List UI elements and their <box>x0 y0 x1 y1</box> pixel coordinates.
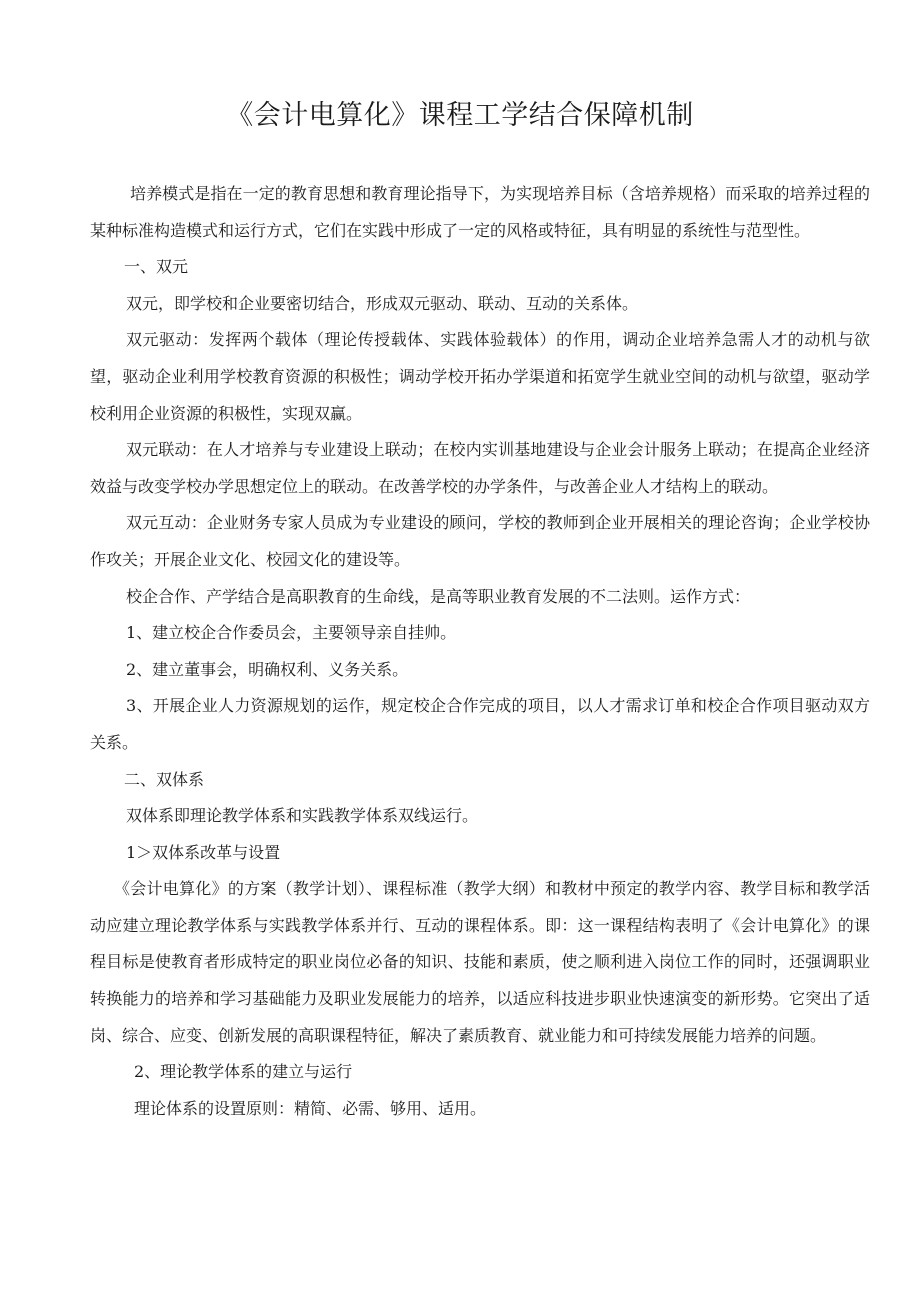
paragraph-theory-principles: 理论体系的设置原则：精简、必需、够用、适用。 <box>134 1098 487 1118</box>
paragraph-dual-element-definition: 双元，即学校和企业要密切结合，形成双元驱动、联动、互动的关系体。 <box>126 293 639 313</box>
document-body <box>90 176 870 1127</box>
list-item-2: 2、建立董事会，明确权利、义务关系。 <box>126 659 409 679</box>
paragraph-dual-system-definition: 双体系即理论教学体系和实践教学体系双线运行。 <box>126 806 479 826</box>
section-heading-dual-system: 二、双体系 <box>124 769 205 789</box>
paragraph-curriculum-system: 《会计电算化》的方案（教学计划）、课程标准（教学大纲）和教材中预定的教学内容、教学目标和教学活动应建立理论教学体系与实践教学体系并行、互动的课程体系。即：这一课程结构表明了《会计电算化》的课程目标是使教育者形成特定的职业岗位必备的知识、技能和素质，使之顺利进入岗位工作的同时，还强调职业转换能力的培养和学习基础能力及职业发展能力的培养，以适应科技进步职业快速演变的新形势。它突出了适岗、综合、应变、创新发展的高职课程特征，解决了素质教育、就业能力和可持续发展能力培养的问题。 <box>90 879 870 1045</box>
paragraph-dual-interaction: 双元互动：企业财务专家人员成为专业建设的顾问，学校的教师到企业开展相关的理论咨询；企业学校协作攻关；开展企业文化、校园文化的建设等。 <box>90 513 870 569</box>
list-item-1: 1、建立校企合作委员会，主要领导亲自挂帅。 <box>126 623 457 643</box>
subheading-theory-system: 2、理论教学体系的建立与运行 <box>134 1062 353 1082</box>
list-item-3: 3、开展企业人力资源规划的运作，规定校企合作完成的项目，以人才需求订单和校企合作项目驱动双方关系。 <box>90 696 870 752</box>
section-heading-dual-element: 一、双元 <box>124 257 189 277</box>
paragraph-intro: 培养模式是指在一定的教育思想和教育理论指导下，为实现培养目标（含培养规格）而采取的培养过程的某种标准构造模式和运行方式，它们在实践中形成了一定的风格或特征，具有明显的系统性与范型性。 <box>90 184 870 240</box>
subheading-dual-system-reform: 1＞双体系改革与设置 <box>126 842 281 862</box>
document-title: 《会计电算化》课程工学结合保障机制 <box>226 100 694 131</box>
paragraph-dual-linkage: 双元联动：在人才培养与专业建设上联动；在校内实训基地建设与企业会计服务上联动；在提高企业经济效益与改变学校办学思想定位上的联动。在改善学校的办学条件，与改善企业人才结构上的联动。 <box>90 440 870 496</box>
paragraph-school-enterprise: 校企合作、产学结合是高职教育的生命线，是高等职业教育发展的不二法则。运作方式： <box>126 586 751 606</box>
paragraph-dual-drive: 双元驱动：发挥两个载体（理论传授载体、实践体验载体）的作用，调动企业培养急需人才的动机与欲望，驱动企业利用学校教育资源的积极性；调动学校开拓办学渠道和拓宽学生就业空间的动机与欲望，驱动学校利用企业资源的积极性，实现双赢。 <box>90 330 870 423</box>
